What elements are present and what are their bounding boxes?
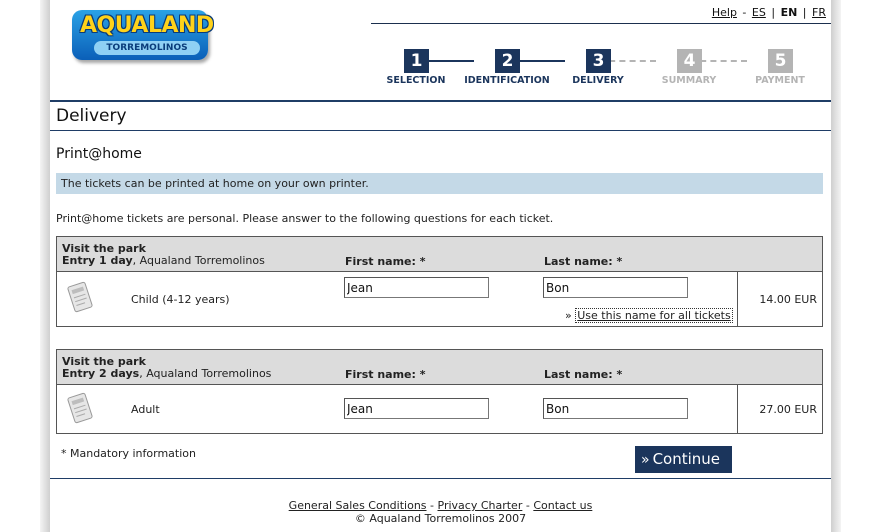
continue-arrow-icon: » xyxy=(641,452,650,468)
ticket-row xyxy=(57,385,822,433)
step-4-number: 4 xyxy=(677,49,702,73)
use-name-for-all xyxy=(565,309,733,322)
product-name: Visit the park xyxy=(62,242,146,255)
ticket-header xyxy=(57,350,822,385)
langbar-separator: | xyxy=(771,6,776,19)
copyright: © Aqualand Torremolinos 2007 xyxy=(354,512,527,525)
logo-subtitle: TORREMOLINOS xyxy=(94,41,200,55)
ticket-product xyxy=(62,243,265,267)
step-2-number: 2 xyxy=(495,49,520,73)
ticket-header xyxy=(57,237,822,272)
entry-park: , Aqualand Torremolinos xyxy=(139,367,272,380)
lang-fr-link[interactable]: FR xyxy=(812,6,826,19)
privacy-charter-link[interactable]: Privacy Charter xyxy=(437,499,523,512)
ticket-icon xyxy=(65,391,95,425)
footer-separator: - xyxy=(525,499,530,512)
footer-separator: - xyxy=(430,499,434,512)
use-name-for-all-link[interactable]: Use this name for all tickets xyxy=(577,309,731,322)
step-3-number: 3 xyxy=(586,49,611,73)
step-1-number: 1 xyxy=(404,49,429,73)
last-name-input[interactable] xyxy=(543,398,688,419)
intro-text: Print@home tickets are personal. Please answer to the following questions for each ticket. xyxy=(56,212,554,225)
ticket-price: 14.00 EUR xyxy=(759,293,817,306)
help-link[interactable]: Help xyxy=(711,6,737,19)
use-all-arrow: » xyxy=(565,309,572,322)
section-title: Print@home xyxy=(56,146,142,162)
header-divider xyxy=(50,100,831,102)
first-name-input[interactable] xyxy=(344,277,489,298)
lang-es-link[interactable]: ES xyxy=(751,6,766,19)
page xyxy=(50,0,831,532)
page-shadow-left xyxy=(40,0,50,532)
first-name-label: First name: * xyxy=(345,368,426,381)
checkout-steps xyxy=(380,49,831,89)
langbar-separator: - xyxy=(742,6,747,19)
step-3-label: DELIVERY xyxy=(572,75,624,86)
step-2-label: IDENTIFICATION xyxy=(464,75,550,86)
entry-park: , Aqualand Torremolinos xyxy=(132,254,265,267)
footer-links xyxy=(50,499,831,512)
language-bar xyxy=(711,6,827,19)
entry-duration: Entry 1 day xyxy=(62,254,133,267)
first-name-input[interactable] xyxy=(344,398,489,419)
page-title: Delivery xyxy=(56,106,127,126)
ticket-icon xyxy=(65,280,95,314)
sales-conditions-link[interactable]: General Sales Conditions xyxy=(288,499,427,512)
title-divider xyxy=(50,130,831,131)
mandatory-note: * Mandatory information xyxy=(61,447,196,460)
ticket-category: Adult xyxy=(131,403,160,416)
info-box: The tickets can be printed at home on your own printer. xyxy=(56,173,823,194)
step-5-number: 5 xyxy=(768,49,793,73)
last-name-input[interactable] xyxy=(543,277,688,298)
contact-us-link[interactable]: Contact us xyxy=(533,499,593,512)
ticket-row xyxy=(57,272,822,326)
step-5-label: PAYMENT xyxy=(755,75,805,86)
entry-duration: Entry 2 days xyxy=(62,367,140,380)
ticket-price: 27.00 EUR xyxy=(759,403,817,416)
last-name-label: Last name: * xyxy=(544,368,623,381)
header-top-line xyxy=(371,23,831,24)
langbar-separator: | xyxy=(802,6,807,19)
ticket-block xyxy=(56,236,823,327)
aqualand-logo[interactable] xyxy=(72,10,214,62)
step-1-label: SELECTION xyxy=(386,75,446,86)
ticket-product xyxy=(62,356,271,380)
footer xyxy=(50,499,831,525)
lang-en-current: EN xyxy=(780,6,798,19)
footer-divider xyxy=(50,478,831,479)
continue-label: Continue xyxy=(652,450,721,468)
ticket-category: Child (4-12 years) xyxy=(131,293,230,306)
page-shadow-right xyxy=(831,0,841,532)
first-name-label: First name: * xyxy=(345,255,426,268)
last-name-label: Last name: * xyxy=(544,255,623,268)
ticket-block xyxy=(56,349,823,434)
step-4-label: SUMMARY xyxy=(661,75,717,86)
continue-button[interactable] xyxy=(635,446,732,473)
logo-word: AQUALAND xyxy=(80,13,214,38)
product-name: Visit the park xyxy=(62,355,146,368)
